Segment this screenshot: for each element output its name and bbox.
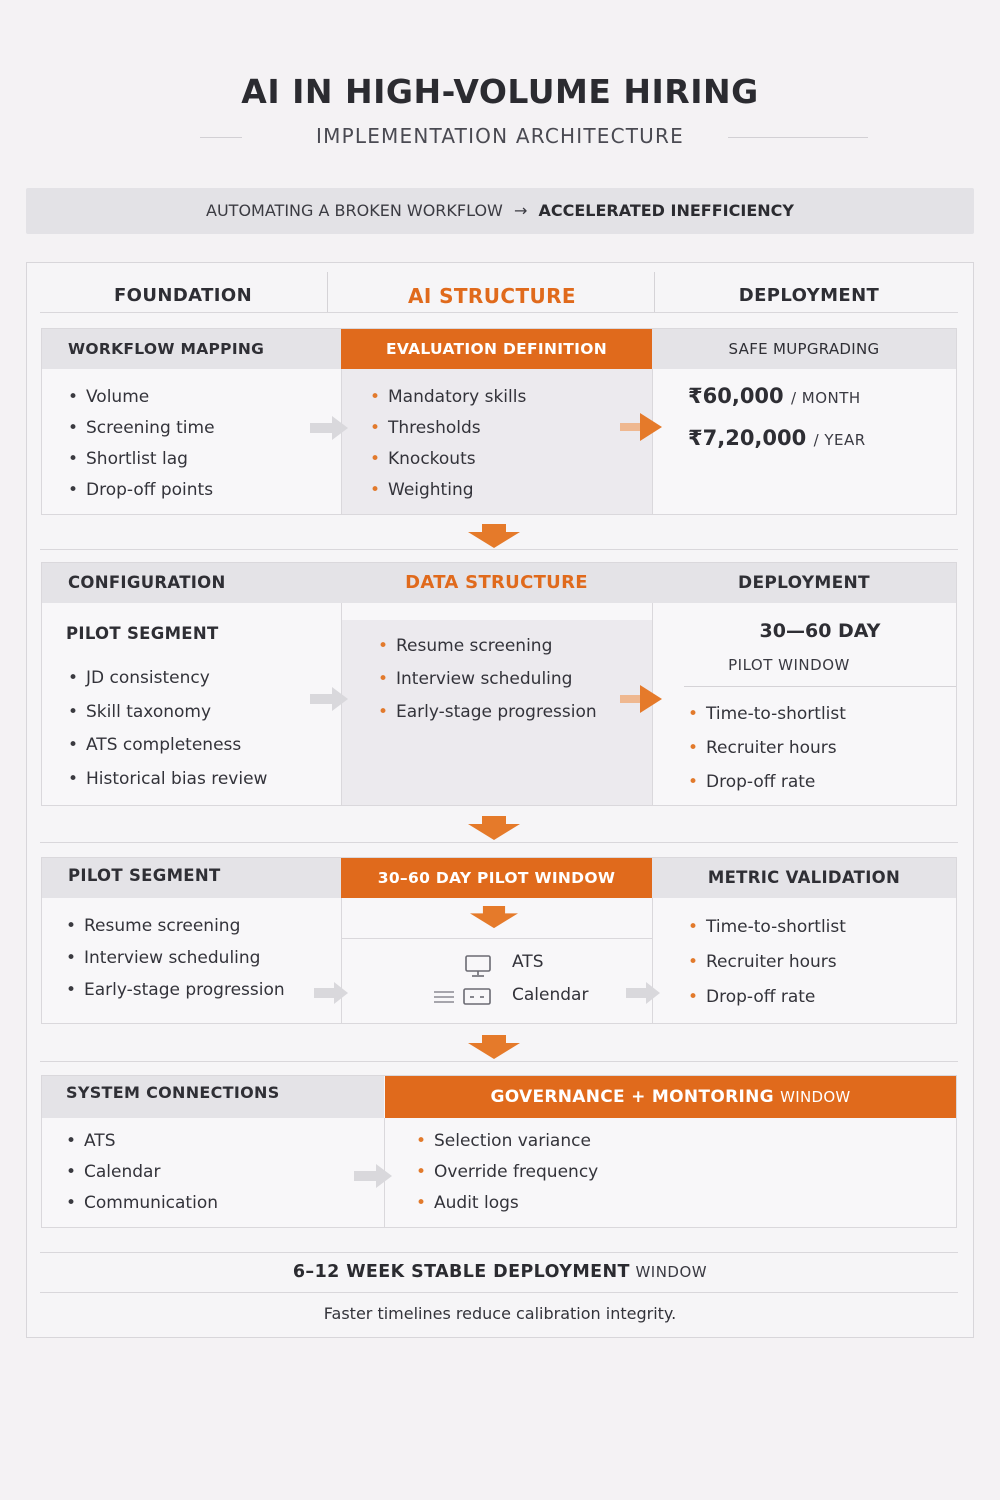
list-item: • Recruiter hours [686,945,946,980]
list-item: • Resume screening [64,910,344,942]
divider [40,842,958,843]
banner-right-text: ACCELERATED INEFFICIENCY [538,201,794,220]
arrow-down-icon [466,1035,522,1061]
list-item: • Mandatory skills [368,382,638,413]
deployment-header: DEPLOYMENT [652,563,956,603]
banner-left-text: AUTOMATING A BROKEN WORKFLOW [206,201,503,220]
subtitle-row [0,124,1000,152]
page-subtitle: IMPLEMENTATION ARCHITECTURE [316,124,684,148]
yearly-cost: ₹7,20,000 / YEAR [688,426,866,450]
arrow-right-icon [308,414,352,442]
column-ai-structure: AI STRUCTURE [408,284,576,308]
arrow-down-icon [466,816,522,842]
list-item: • Thresholds [368,413,638,444]
monthly-cost: ₹60,000 / MONTH [688,384,861,408]
governance-header: GOVERNANCE + MONTORING WINDOW [385,1076,956,1118]
data-structure-list [376,630,651,729]
list-item: • Override frequency [414,1157,814,1188]
divider [40,312,958,313]
list-item: • Screening time [66,413,326,444]
list-item: • Historical bias review [66,763,336,797]
pilot-segment-header: PILOT SEGMENT [42,858,341,898]
list-item: • Skill taxonomy [66,696,336,730]
footer-note: Faster timelines reduce calibration integrity. [323,1304,677,1323]
deployment-metrics-list [686,697,946,799]
list-item: • Knockouts [368,444,638,475]
arrow-right-icon [308,685,352,713]
divider [40,1252,958,1253]
pilot-segment-list [64,910,344,1006]
governance-list [414,1126,814,1219]
warning-banner [26,188,974,234]
list-item: • ATS [64,1126,364,1157]
list-item: • Shortlist lag [66,444,326,475]
column-divider [327,272,328,312]
metric-validation-list [686,910,946,1015]
list-item: • JD consistency [66,662,336,696]
divider [684,686,956,687]
list-item: • Communication [64,1188,364,1219]
list-item: • Early-stage progression [64,974,344,1006]
list-item: • Early-stage progression [376,696,651,729]
list-item: • Audit logs [414,1188,814,1219]
divider [40,549,958,550]
list-item: • Drop-off rate [686,765,946,799]
pilot-segment-subheader: PILOT SEGMENT [66,624,219,643]
evaluation-definition-list [368,382,638,506]
arrow-right-icon [618,684,664,714]
pilot-window-subtitle: PILOT WINDOW [728,656,850,674]
evaluation-definition-header: EVALUATION DEFINITION [341,329,652,369]
list-item: • Interview scheduling [376,663,651,696]
pilot-window-title: 30—60 DAY [759,620,881,642]
list-item: • Time-to-shortlist [686,697,946,731]
column-divider [654,272,655,312]
workflow-mapping-header: WORKFLOW MAPPING [42,329,341,369]
workflow-mapping-list [66,382,326,506]
list-item: • Interview scheduling [64,942,344,974]
list-item: • Weighting [368,475,638,506]
system-connections-list [64,1126,364,1219]
arrow-down-icon [466,524,522,550]
configuration-header: CONFIGURATION [42,563,341,603]
arrow-right-icon [352,1162,396,1190]
arrow-right-icon [312,980,352,1006]
data-structure-header: DATA STRUCTURE [341,563,652,603]
list-item: • Selection variance [414,1126,814,1157]
arrow-right-icon [618,412,664,442]
list-item: • Drop-off points [66,475,326,506]
system-connections-header: SYSTEM CONNECTIONS [42,1076,384,1118]
configuration-list [66,662,336,796]
list-item: • Calendar [64,1157,364,1188]
calendar-icon [432,986,494,1008]
subtitle-rule-right [728,137,868,138]
list-item: • Time-to-shortlist [686,910,946,945]
arrow-down-icon [468,906,520,930]
arrow-right-icon [624,980,664,1006]
divider [40,1061,958,1062]
system-calendar-label: Calendar [512,985,589,1005]
divider [342,938,652,939]
column-foundation: FOUNDATION [113,285,253,306]
stable-deployment-window: 6–12 WEEK STABLE DEPLOYMENT WINDOW [292,1262,708,1282]
list-item: • Volume [66,382,326,413]
monitor-icon [464,954,492,978]
arrow-right-icon: → [513,201,528,220]
divider [40,1292,958,1293]
list-item: • ATS completeness [66,729,336,763]
page-title: AI IN HIGH-VOLUME HIRING [241,72,759,111]
list-item: • Recruiter hours [686,731,946,765]
safe-upgrading-header: SAFE MUPGRADING [652,329,956,369]
column-deployment: DEPLOYMENT [738,285,880,306]
list-item: • Resume screening [376,630,651,663]
list-item: • Drop-off rate [686,980,946,1015]
metric-validation-header: METRIC VALIDATION [652,858,956,898]
system-ats-label: ATS [512,952,544,972]
pilot-window-header: 30–60 DAY PILOT WINDOW [341,858,652,898]
